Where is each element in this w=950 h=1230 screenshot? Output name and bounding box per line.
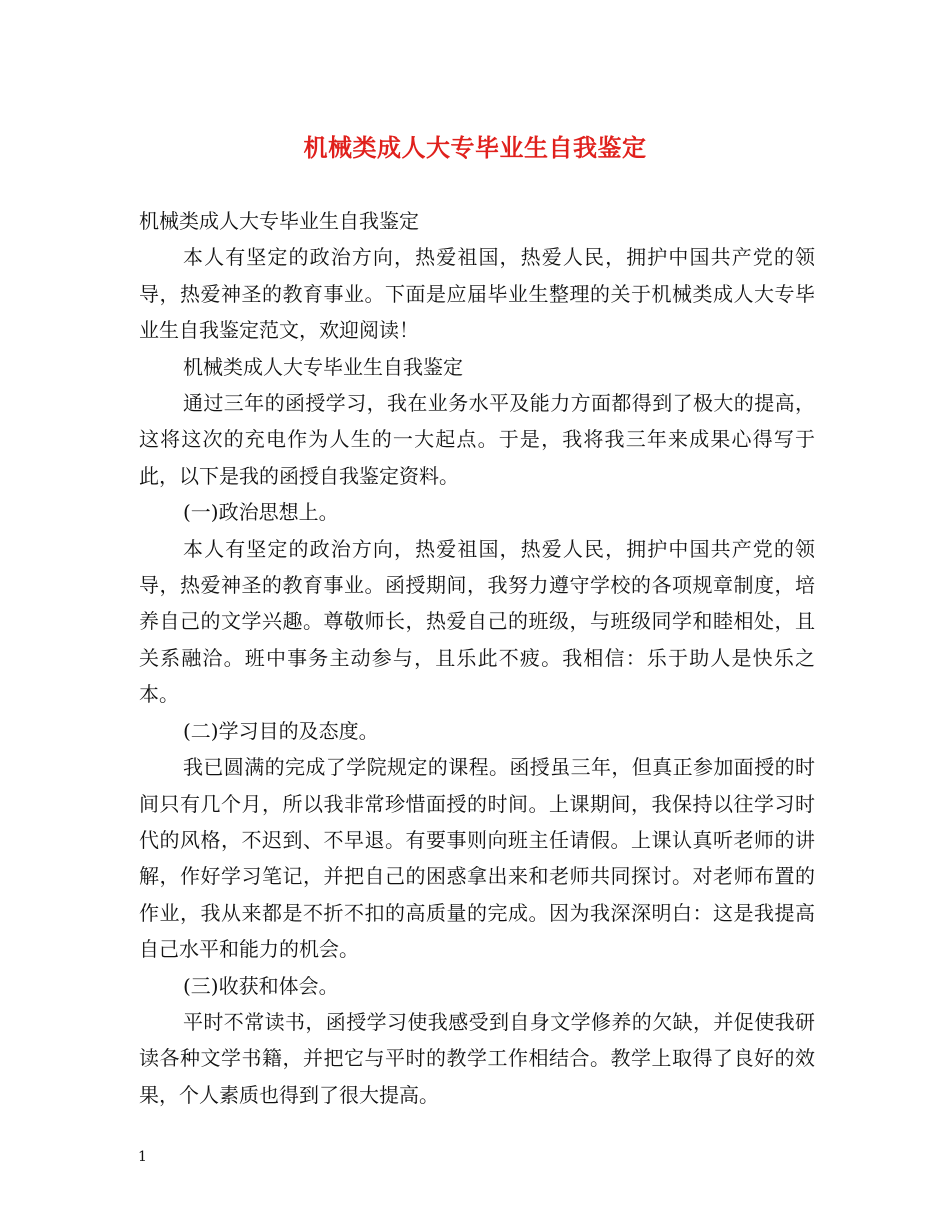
- paragraph: 我已圆满的完成了学院规定的课程。函授虽三年，但真正参加面授的时间只有几个月，所以我非常珍惜面授的时间。上课期间，我保持以往学习时代的风格，不迟到、不早退。有要事则向班主任请假。上课认真听老师的讲解，作好学习笔记，并把自己的困惑拿出来和老师共同探讨。对老师布置的作业，我从来都是不折不扣的高质量的完成。因为我深深明白：这是我提高自己水平和能力的机会。: [139, 755, 815, 962]
- paragraph: 本人有坚定的政治方向，热爱祖国，热爱人民，拥护中国共产党的领导，热爱神圣的教育事业。函授期间，我努力遵守学校的各项规章制度，培养自己的文学兴趣。尊敬师长，热爱自己的班级，与班级同学和睦相处，且关系融洽。班中事务主动参与，且乐此不疲。我相信：乐于助人是快乐之本。: [139, 536, 815, 707]
- page-number: 1: [138, 1149, 147, 1165]
- document-title: 机械类成人大专毕业生自我鉴定: [303, 133, 647, 162]
- paragraph: 通过三年的函授学习，我在业务水平及能力方面都得到了极大的提高，这将这次的充电作为人生的一大起点。于是，我将我三年来成果心得写于此，以下是我的函授自我鉴定资料。: [139, 391, 815, 488]
- paragraph: 本人有坚定的政治方向，热爱祖国，热爱人民，拥护中国共产党的领导，热爱神圣的教育事业。下面是应届毕业生整理的关于机械类成人大专毕业生自我鉴定范文，欢迎阅读！: [139, 245, 815, 343]
- paragraph: 平时不常读书，函授学习使我感受到自身文学修养的欠缺，并促使我研读各种文学书籍，并把它与平时的教学工作相结合。教学上取得了良好的效果，个人素质也得到了很大提高。: [139, 1009, 815, 1107]
- paragraph: 机械类成人大专毕业生自我鉴定: [139, 209, 419, 233]
- section-heading: 机械类成人大专毕业生自我鉴定: [183, 354, 463, 379]
- document-body: [139, 203, 815, 1113]
- section-heading: (二)学习目的及态度。: [183, 718, 379, 743]
- section-heading: (三)收获和体会。: [183, 973, 339, 998]
- section-heading: (一)政治思想上。: [183, 500, 339, 525]
